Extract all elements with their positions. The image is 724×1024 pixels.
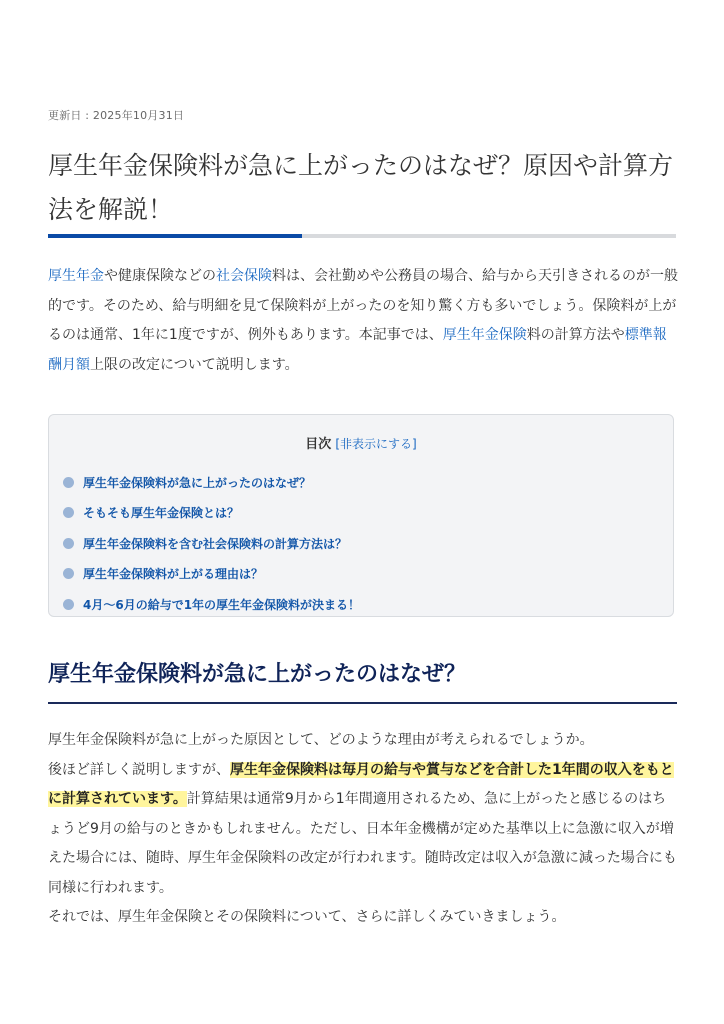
toc-item-label[interactable]: そもそも厚生年金保険とは？: [83, 506, 240, 521]
toc-item-label[interactable]: 厚生年金保険料が急に上がったのはなぜ？: [83, 475, 312, 490]
bullet-icon: [63, 538, 74, 549]
intro-paragraph: [48, 262, 678, 380]
page-title: 厚生年金保険料が急に上がったのはなぜ？原因や計算方法を解説！: [48, 151, 674, 224]
toc-item-label[interactable]: 厚生年金保険料を含む社会保険料の計算方法は？: [83, 536, 348, 551]
intro-text-2: 料は、会社勤めや公務員の場合、給与から天引きされるのが一般的です。そのため、給与明細を見て保険料が上がったのを知り驚く方も多いでしょう。保険料が上がるのは通常、1年に1度ですが、例外もあります。本記事では、: [48, 268, 678, 343]
body-paragraph-3: それでは、厚生年金保険とその保険料について、さらに詳しくみていきましょう。: [48, 909, 566, 925]
toc-item-label[interactable]: 4月〜6月の給与で1年の厚生年金保険料が決まる！: [83, 597, 361, 612]
bullet-icon: [63, 568, 74, 579]
toc-toggle-link[interactable]: [非表示にする]: [335, 437, 417, 451]
toc-item[interactable]: [63, 498, 360, 529]
title-underline: [48, 234, 676, 238]
toc-title: 目次: [305, 437, 332, 452]
toc-item-label[interactable]: 厚生年金保険料が上がる理由は？: [83, 567, 264, 582]
intro-text-4: 上限の改定について説明します。: [90, 356, 299, 373]
table-of-contents: [48, 414, 674, 617]
body-text-rest: 計算結果は通常9月から1年間適用されるため、急に上がったと感じるのはちょうど9月の給与のときかもしれません。ただし、日本年金機構が定めた基準以上に急激に収入が増えた場合には、随時、厚生年金保険料の改定が行われます。随時改定は収入が急激に減った場合にも同様に行われます。: [48, 791, 677, 896]
body-paragraph-1: 厚生年金保険料が急に上がった原因として、どのような理由が考えられるでしょうか。: [48, 732, 594, 748]
bullet-icon: [63, 477, 74, 488]
section-body: [48, 726, 678, 933]
body-paragraph-2: [48, 756, 678, 904]
link-kousei-nenkin-hoken[interactable]: 厚生年金保険: [442, 327, 527, 343]
updated-date: 更新日 : 2025年10月31日: [48, 109, 185, 122]
link-hyoujun-houshuu-getsugaku[interactable]: 標準報酬月額: [48, 327, 667, 373]
intro-text-3: 料の計算方法や: [526, 327, 625, 343]
title-underline-accent: [48, 234, 302, 238]
toc-item[interactable]: [63, 528, 360, 559]
bullet-icon: [63, 507, 74, 518]
bullet-icon: [63, 599, 74, 610]
section-heading-rule: [48, 702, 677, 704]
link-shakai-hoken[interactable]: 社会保険: [216, 268, 272, 284]
toc-item[interactable]: [63, 559, 360, 590]
body-text-lead: 後ほど詳しく説明しますが、: [48, 761, 230, 778]
intro-text-1: や健康保険などの: [104, 268, 216, 284]
toc-item[interactable]: [63, 467, 360, 498]
section-heading: 厚生年金保険料が急に上がったのはなぜ？: [48, 662, 467, 687]
toc-list: [63, 467, 360, 620]
toc-header: [49, 433, 673, 452]
link-kousei-nenkin[interactable]: 厚生年金: [48, 268, 104, 284]
highlighted-text: 厚生年金保険料は毎月の給与や賞与などを合計した1年間の収入をもとに計算されています。: [48, 761, 674, 807]
toc-item[interactable]: [63, 589, 360, 620]
